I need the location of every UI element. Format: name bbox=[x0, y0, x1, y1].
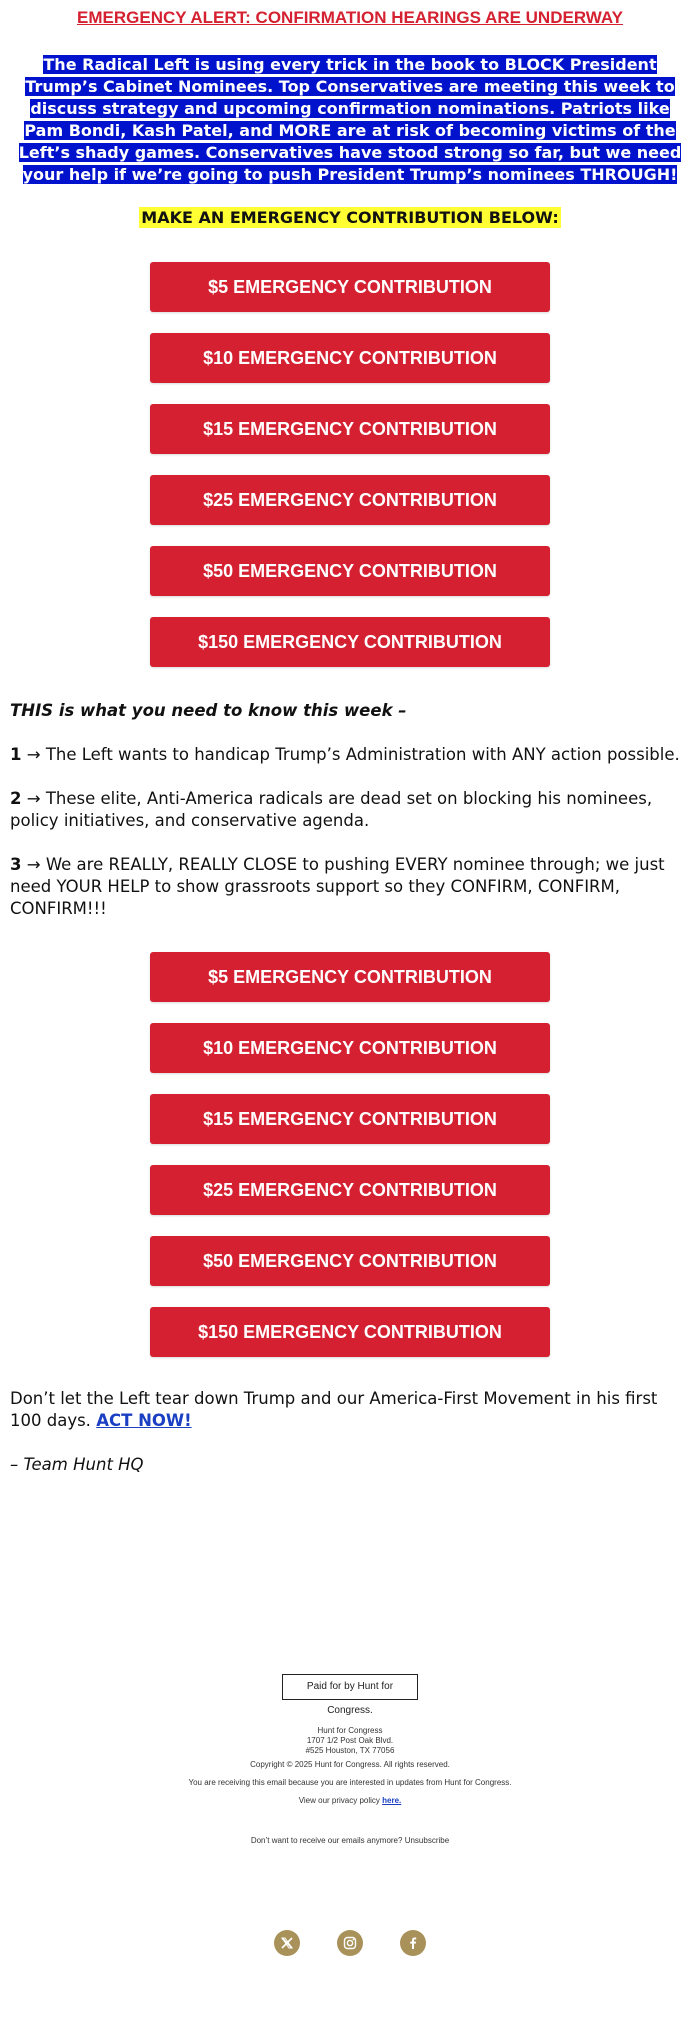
point-number: 2 bbox=[10, 789, 22, 808]
cta-heading bbox=[0, 208, 700, 227]
donate-50-button[interactable]: $50 EMERGENCY CONTRIBUTION bbox=[150, 1236, 550, 1286]
donate-5-button[interactable]: $5 EMERGENCY CONTRIBUTION bbox=[150, 952, 550, 1002]
donation-buttons-bottom bbox=[150, 952, 550, 1378]
unsubscribe-link[interactable]: Unsubscribe bbox=[404, 1836, 450, 1845]
privacy-link[interactable]: here. bbox=[382, 1796, 402, 1805]
point-number: 3 bbox=[10, 855, 22, 874]
footer-receiving-notice: You are receiving this email because you are interested in updates from Hunt for Congress. bbox=[188, 1778, 512, 1787]
footer-copyright: Copyright © 2025 Hunt for Congress. All rights reserved. bbox=[250, 1760, 450, 1769]
x-icon[interactable] bbox=[274, 1930, 300, 1956]
footer-org-name: Hunt for Congress bbox=[317, 1726, 383, 1735]
facebook-icon[interactable] bbox=[400, 1930, 426, 1956]
donate-50-button[interactable]: $50 EMERGENCY CONTRIBUTION bbox=[150, 546, 550, 596]
donate-150-button[interactable]: $150 EMERGENCY CONTRIBUTION bbox=[150, 1307, 550, 1357]
donate-15-button[interactable]: $15 EMERGENCY CONTRIBUTION bbox=[150, 1094, 550, 1144]
footer-unsubscribe bbox=[0, 1836, 700, 1846]
instagram-icon[interactable] bbox=[337, 1930, 363, 1956]
privacy-prefix: View our privacy policy bbox=[298, 1796, 380, 1805]
point-1 bbox=[10, 744, 690, 766]
point-number: 1 bbox=[10, 745, 22, 764]
intro-text bbox=[10, 54, 690, 186]
alert-title[interactable]: EMERGENCY ALERT: CONFIRMATION HEARINGS ARE UNDERWAY bbox=[77, 8, 623, 27]
cta-heading-highlight: MAKE AN EMERGENCY CONTRIBUTION BELOW: bbox=[141, 208, 559, 227]
act-now-link[interactable]: ACT NOW! bbox=[96, 1411, 192, 1430]
closing-paragraph bbox=[10, 1388, 690, 1432]
donate-25-button[interactable]: $25 EMERGENCY CONTRIBUTION bbox=[150, 475, 550, 525]
donate-150-button[interactable]: $150 EMERGENCY CONTRIBUTION bbox=[150, 617, 550, 667]
point-text: These elite, Anti-America radicals are dead set on blocking his nominees, policy initiatives, and conservative agenda. bbox=[10, 789, 653, 830]
signoff: – Team Hunt HQ bbox=[10, 1455, 144, 1474]
donation-buttons-top bbox=[150, 262, 550, 688]
donate-10-button[interactable]: $10 EMERGENCY CONTRIBUTION bbox=[150, 1023, 550, 1073]
donate-15-button[interactable]: $15 EMERGENCY CONTRIBUTION bbox=[150, 404, 550, 454]
donate-25-button[interactable]: $25 EMERGENCY CONTRIBUTION bbox=[150, 1165, 550, 1215]
arrow-icon: → bbox=[26, 745, 41, 764]
donate-5-button[interactable]: $5 EMERGENCY CONTRIBUTION bbox=[150, 262, 550, 312]
know-heading: THIS is what you need to know this week – bbox=[10, 701, 407, 720]
point-text: We are REALLY, REALLY CLOSE to pushing EVERY nominee through; we just need YOUR HELP to show grassroots support so they CONFIRM, CONFIRM, CONFIRM!!! bbox=[10, 855, 665, 918]
donate-10-button[interactable]: $10 EMERGENCY CONTRIBUTION bbox=[150, 333, 550, 383]
paid-for-box: Paid for by Hunt for Congress. bbox=[282, 1674, 418, 1700]
social-links bbox=[0, 1930, 700, 1956]
arrow-icon: → bbox=[26, 855, 41, 874]
footer-address-line1: 1707 1/2 Post Oak Blvd. bbox=[306, 1736, 394, 1745]
intro-highlight: The Radical Left is using every trick in the book to BLOCK President Trump’s Cabinet Nominees. Top Conservatives are meeting this week to discuss strategy and upcoming confirmation nominations. Patriots like Pam Bondi, Kash Patel, and MORE are at risk of becoming victims of the Left’s shady games. Conservatives have stood strong so far, but we need your help if we’re going to push President Trump’s nominees THROUGH! bbox=[18, 55, 682, 184]
arrow-icon: → bbox=[26, 789, 41, 808]
footer-address-line2: #525 Houston, TX 77056 bbox=[305, 1746, 395, 1755]
point-text: The Left wants to handicap Trump’s Administration with ANY action possible. bbox=[45, 745, 680, 764]
point-2 bbox=[10, 788, 690, 832]
footer-privacy bbox=[0, 1796, 700, 1806]
footer-address bbox=[0, 1726, 700, 1756]
unsubscribe-prefix: Don’t want to receive our emails anymore? bbox=[250, 1836, 403, 1845]
point-3 bbox=[10, 854, 690, 920]
closing-text: Don’t let the Left tear down Trump and our America-First Movement in his first 100 days. bbox=[10, 1389, 658, 1430]
